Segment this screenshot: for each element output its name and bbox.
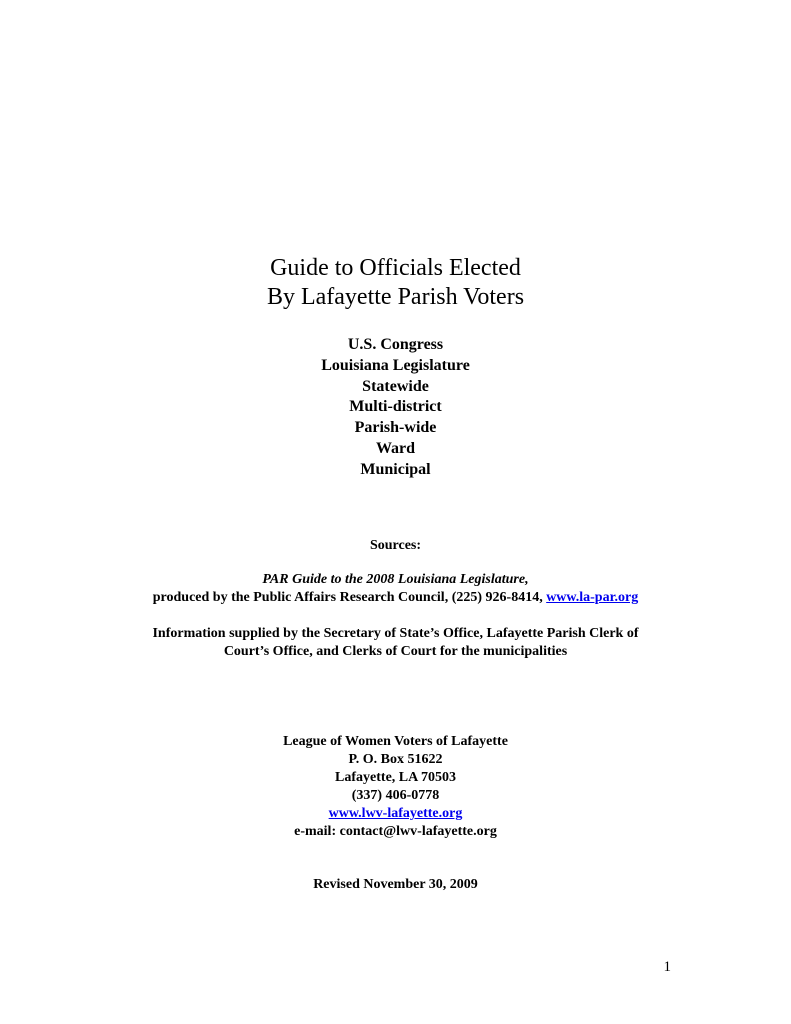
par-website-link[interactable]: www.la-par.org xyxy=(546,590,639,605)
par-description xyxy=(0,589,791,607)
league-name: League of Women Voters of Lafayette xyxy=(283,734,508,749)
par-description-text: produced by the Public Affairs Research Council, (225) 926-8414, xyxy=(152,590,547,605)
league-city: Lafayette, LA 70503 xyxy=(335,770,456,785)
page-number: 1 xyxy=(663,959,671,975)
category-item: Louisiana Legislature xyxy=(321,356,470,374)
category-item: Parish-wide xyxy=(354,419,437,437)
category-item: Multi-district xyxy=(349,398,442,416)
league-website-line xyxy=(0,805,791,823)
league-po-box: P. O. Box 51622 xyxy=(348,752,443,767)
league-phone: (337) 406-0778 xyxy=(351,788,440,803)
par-guide-title: PAR Guide to the 2008 Louisiana Legislature, xyxy=(262,572,529,587)
league-website-link[interactable]: www.lwv-lafayette.org xyxy=(328,806,463,821)
league-contact xyxy=(0,733,791,841)
category-item: Statewide xyxy=(362,377,429,395)
info-line-1: Information supplied by the Secretary of State’s Office, Lafayette Parish Clerk of xyxy=(152,626,639,641)
category-item: Municipal xyxy=(360,460,431,478)
info-line-2: Court’s Office, and Clerks of Court for the municipalities xyxy=(223,644,568,659)
category-item: U.S. Congress xyxy=(347,336,444,353)
category-list xyxy=(0,335,791,481)
category-item: Ward xyxy=(375,439,416,457)
revised-date: Revised November 30, 2009 xyxy=(313,877,478,892)
sources-heading: Sources: xyxy=(369,538,422,553)
title-line-2: By Lafayette Parish Voters xyxy=(266,284,525,310)
league-email: e-mail: contact@lwv-lafayette.org xyxy=(294,824,497,839)
document-title xyxy=(0,254,791,312)
par-source xyxy=(0,571,791,607)
info-source xyxy=(0,625,791,661)
title-line-1: Guide to Officials Elected xyxy=(270,255,521,281)
